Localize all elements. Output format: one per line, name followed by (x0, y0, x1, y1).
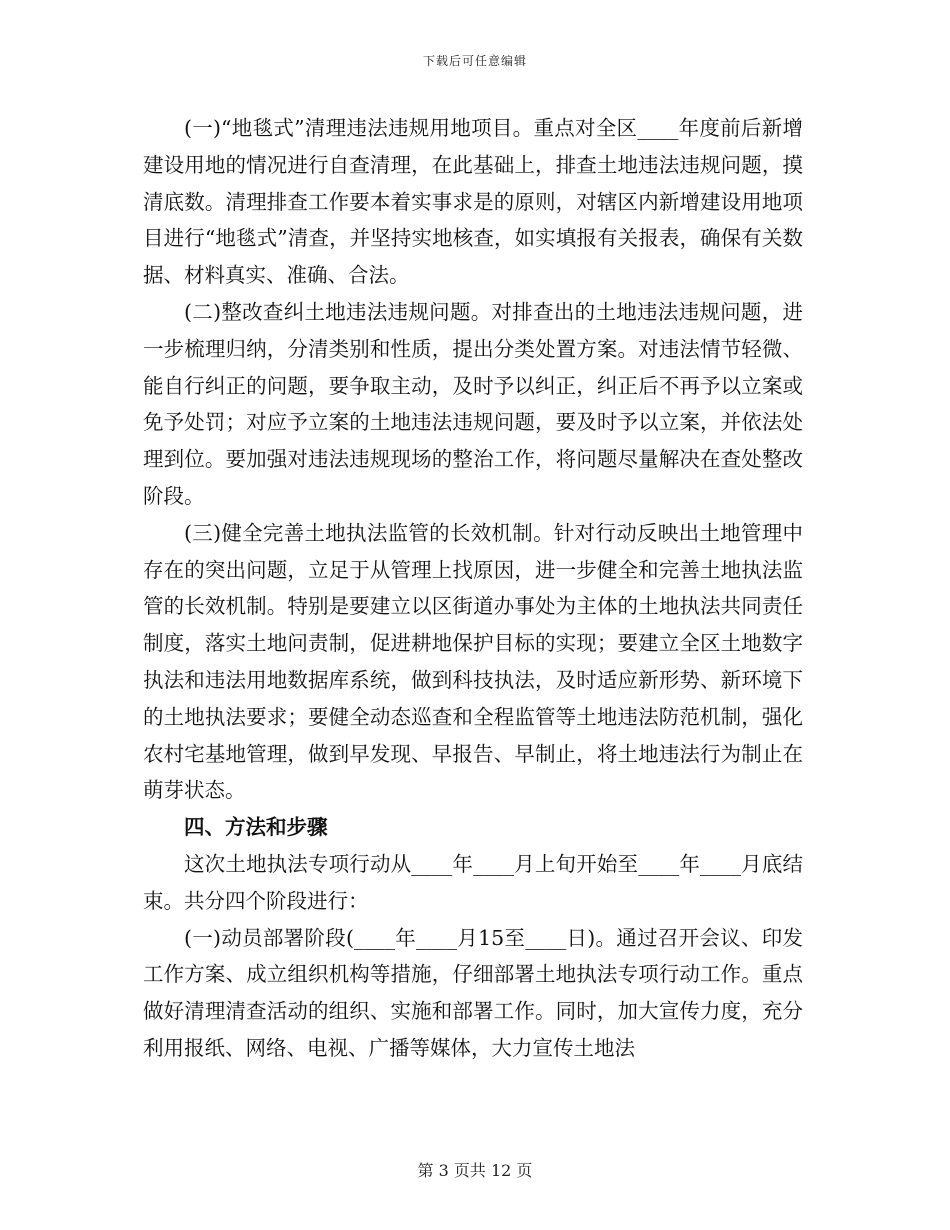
paragraph-rectification: (二)整改查纠土地违法违规问题。对排查出的土地违法违规问题，进一步梳理归纳，分清类别和性质，提出分类处置方案。对违法情节轻微、能自行纠正的问题，要争取主动，及时予以纠正，纠正后不再予以立案或免予处罚；对应予立案的土地违法违规问题，要及时予以立案，并依法处理到位。要加强对违法违规现场的整治工作，将问题尽量解决在查处整改阶段。 (143, 299, 803, 508)
document-body (143, 110, 803, 1067)
page-number: 第 3 页共 12 页 (417, 1161, 533, 1180)
paragraph-mobilization-stage: (一)动员部署阶段(____年____月15至____日)。通过召开会议、印发工作方案、成立组织机构等措施，仔细部署土地执法专项行动工作。重点做好清理清查活动的组织、实施和部署工作。同时，加大宣传力度，充分利用报纸、网络、电视、广播等媒体，大力宣传土地法 (143, 925, 803, 1060)
page-header: 下载后可任意编辑 (422, 54, 527, 68)
section-heading-methods: 四、方法和步骤 (184, 815, 328, 840)
paragraph-land-cleanup: (一)“地毯式”清理违法违规用地项目。重点对全区____年度前后新增建设用地的情况进行自查清理，在此基础上，排查土地违法违规问题，摸清底数。清理排查工作要本着实事求是的原则，对辖区内新增建设用地项目进行“地毯式”清查，并坚持实地核查，如实填报有关报表，确保有关数据、材料真实、准确、合法。 (143, 116, 803, 288)
paragraph-long-term-mechanism: (三)健全完善土地执法监管的长效机制。针对行动反映出土地管理中存在的突出问题，立足于从管理上找原因，进一步健全和完善土地执法监管的长效机制。特别是要建立以区街道办事处为主体的土地执法共同责任制度，落实土地问责制，促进耕地保护目标的实现；要建立全区土地数字执法和违法用地数据库系统，做到科技执法，及时适应新形势、新环境下的土地执法要求；要健全动态巡查和全程监管等土地违法防范机制，强化农村宅基地管理，做到早发现、早报告、早制止，将土地违法行为制止在萌芽状态。 (143, 520, 803, 803)
paragraph-schedule: 这次土地执法专项行动从____年____月上旬开始至____年____月底结束。共分四个阶段进行： (143, 851, 803, 913)
